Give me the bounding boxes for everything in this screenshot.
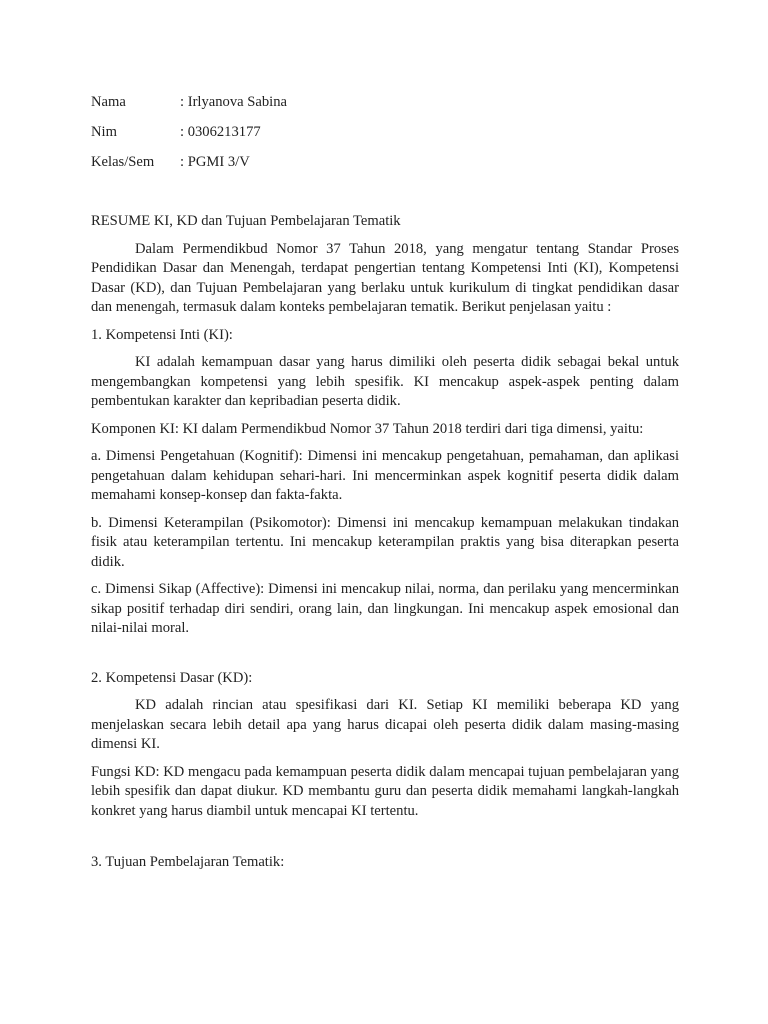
- section2-body: KD adalah rincian atau spesifikasi dari KI. Setiap KI memiliki beberapa KD yang menjelaskan secara lebih detail apa yang harus dicapai oleh peserta didik dalam masing-masing dimensi KI.: [91, 697, 679, 752]
- section3-heading: 3. Tujuan Pembelajaran Tematik:: [91, 854, 285, 870]
- document-title: RESUME KI, KD dan Tujuan Pembelajaran Tematik: [91, 213, 401, 229]
- nama-label: Nama: [91, 94, 126, 110]
- dimensi-a-paragraph: a. Dimensi Pengetahuan (Kognitif): Dimensi ini mencakup pengetahuan, pemahaman, dan aplikasi pengetahuan dalam kehidupan sehari-hari. Ini mencerminkan aspek kognitif peserta didik dalam memahami konsep-konsep dan fakta-fakta.: [91, 448, 679, 503]
- intro-paragraph: Dalam Permendikbud Nomor 37 Tahun 2018, yang mengatur tentang Standar Proses Pendidikan Dasar dan Menengah, terdapat pengertian tentang Kompetensi Inti (KI), Kompetensi Dasar (KD), dan Tujuan Pembelajaran yang berlaku untuk kurikulum di tingkat pendidikan dasar dan menengah, termasuk dalam konteks pembelajaran tematik. Berikut penjelasan yaitu :: [91, 240, 679, 315]
- section1-heading: 1. Kompetensi Inti (KI):: [91, 326, 233, 343]
- dimensi-b-paragraph: b. Dimensi Keterampilan (Psikomotor): Dimensi ini mencakup kemampuan melakukan tindakan fisik atau keterampilan tertentu. Ini mencakup keterampilan praktis yang bisa diterapkan peserta didik.: [91, 514, 679, 570]
- fungsi-kd-paragraph: Fungsi KD: KD mengacu pada kemampuan peserta didik dalam mencapai tujuan pembelajaran yang lebih spesifik dan dapat diukur. KD membantu guru dan peserta didik memahami langkah-langkah konkret yang harus diambil untuk mencapai KI tertentu.: [91, 763, 679, 819]
- kelas-label: Kelas/Sem: [91, 154, 155, 170]
- dimensi-c-paragraph: c. Dimensi Sikap (Affective): Dimensi ini mencakup nilai, norma, dan perilaku yang mencerminkan sikap positif terhadap diri sendiri, orang lain, dan lingkungan. Ini mencakup aspek emosional dan nilai-nilai moral.: [91, 581, 679, 636]
- nim-value: : 0306213177: [180, 124, 261, 140]
- kelas-value: : PGMI 3/V: [180, 154, 250, 170]
- document-body: [91, 212, 679, 873]
- section1-body: KI adalah kemampuan dasar yang harus dimiliki oleh peserta didik sebagai bekal untuk mengembangkan kompetensi yang lebih spesifik. KI mencakup aspek-aspek penting dalam pembentukan karakter dan kepribadian peserta didik.: [91, 354, 679, 409]
- komponen-ki-paragraph: Komponen KI: KI dalam Permendikbud Nomor 37 Tahun 2018 terdiri dari tiga dimensi, yaitu:: [91, 420, 644, 437]
- nama-value: : Irlyanova Sabina: [180, 94, 287, 110]
- section2-heading: 2. Kompetensi Dasar (KD):: [91, 669, 253, 686]
- nim-label: Nim: [91, 124, 117, 140]
